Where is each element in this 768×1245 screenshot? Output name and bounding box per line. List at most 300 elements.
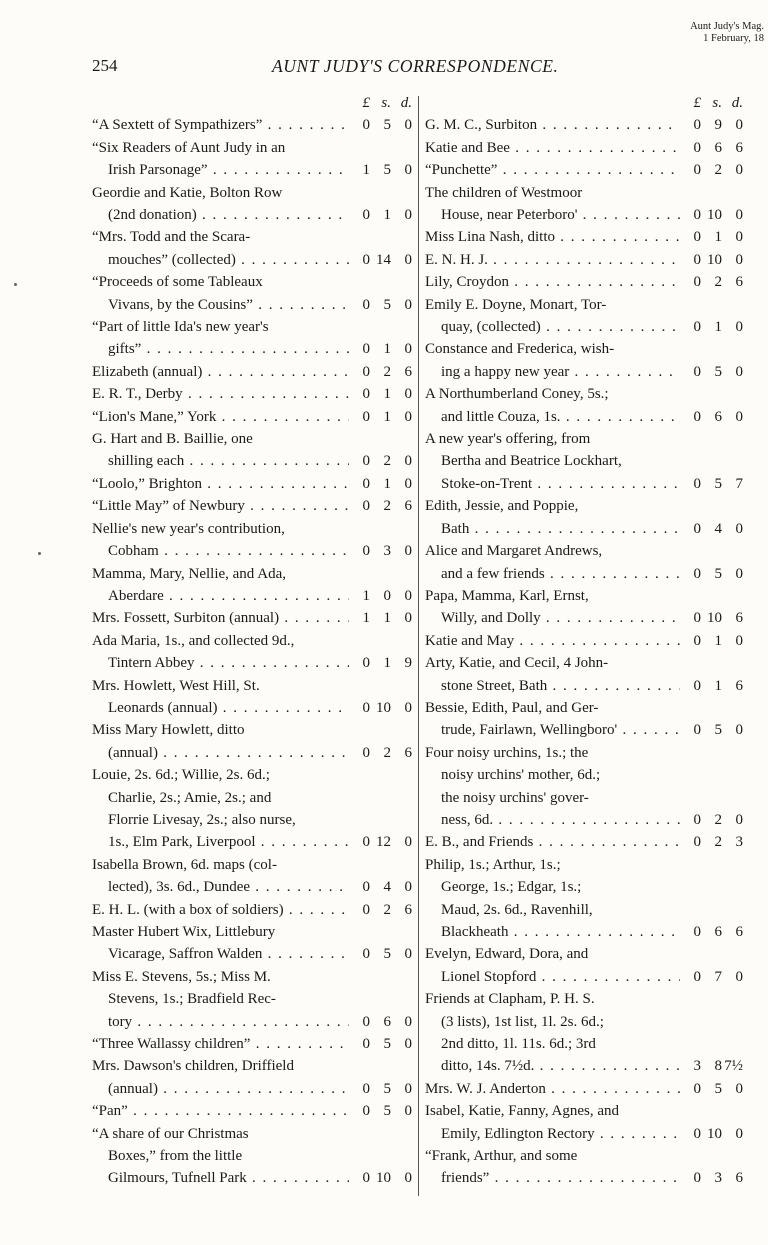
- amount-pence: 7½: [724, 1058, 743, 1075]
- amount-pence: 0: [735, 1125, 743, 1142]
- subscription-entry: [92, 473, 412, 495]
- entry-line: Irish Parsonage” . . .: [92, 159, 349, 181]
- amount-shillings: 2: [383, 363, 391, 380]
- amount-pounds: 0: [693, 1170, 701, 1187]
- subscription-entry: [92, 921, 412, 966]
- amount-pounds: 0: [693, 632, 701, 649]
- entry-amount: [680, 1167, 743, 1189]
- amount-pence: 0: [735, 632, 743, 649]
- entry-line: G. Hart and B. Baillie, one: [92, 431, 253, 448]
- amount-shillings: 2: [383, 744, 391, 761]
- pence-header: d.: [400, 95, 412, 111]
- entry-name: [92, 764, 349, 854]
- entry-name: [92, 719, 349, 764]
- entry-line: the noisy urchins' gover-: [441, 789, 589, 806]
- entry-amount: [680, 1123, 743, 1145]
- entry-line: tory . . .: [92, 1011, 349, 1033]
- amount-shillings: 5: [383, 296, 391, 313]
- running-head: [654, 21, 764, 45]
- entry-line: Bessie, Edith, Paul, and Ger-: [425, 699, 599, 716]
- entry-name: [92, 316, 349, 361]
- subscription-entry: [425, 652, 743, 697]
- entry-name: [92, 607, 349, 629]
- amount-pence: 6: [735, 139, 743, 156]
- entry-line: (3 lists), 1st list, 1l. 2s. 6d.;: [441, 1013, 604, 1030]
- entry-amount: [349, 742, 412, 764]
- entry-name: [92, 630, 349, 675]
- amount-pence: 0: [735, 722, 743, 739]
- entry-name: [92, 518, 349, 563]
- entry-line: Miss E. Stevens, 5s.; Miss M.: [92, 968, 271, 985]
- entry-line: gifts” . . .: [92, 338, 349, 360]
- entry-line: “Part of little Ida's new year's: [92, 319, 269, 336]
- entry-line: Mrs. Fossett, Surbiton (annual) . . .: [92, 607, 349, 629]
- amount-shillings: 5: [383, 1036, 391, 1053]
- running-head-magazine: Aunt Judy's Mag.: [690, 21, 764, 32]
- amount-pounds: 0: [362, 386, 370, 403]
- amount-shillings: 4: [714, 520, 722, 537]
- amount-pence: 6: [404, 498, 412, 515]
- entry-line: Edith, Jessie, and Poppie,: [425, 498, 579, 515]
- amount-pence: 6: [404, 744, 412, 761]
- entry-amount: [349, 406, 412, 428]
- subscription-entry: [425, 742, 743, 832]
- entry-line: “Six Readers of Aunt Judy in an: [92, 139, 286, 156]
- entry-line: George, 1s.; Edgar, 1s.;: [441, 879, 582, 896]
- entry-line: noisy urchins' mother, 6d.;: [441, 767, 601, 784]
- entry-amount: [680, 226, 743, 248]
- amount-pence: 0: [404, 341, 412, 358]
- entry-name: [425, 159, 680, 181]
- amount-shillings: 5: [714, 1080, 722, 1097]
- amount-pence: 0: [404, 117, 412, 134]
- entry-line: stone Street, Bath . . .: [425, 675, 680, 697]
- amount-pounds: 0: [693, 207, 701, 224]
- amount-pence: 0: [404, 1080, 412, 1097]
- entry-line: Miss Mary Howlett, ditto: [92, 722, 245, 739]
- entry-amount: [680, 137, 743, 159]
- subscription-entry: [425, 495, 743, 540]
- amount-pounds: 0: [362, 1080, 370, 1097]
- entry-line: The children of Westmoor: [425, 184, 583, 201]
- entry-name: [425, 540, 680, 585]
- amount-pounds: 0: [362, 1013, 370, 1030]
- entry-line: E. R. T., Derby . . .: [92, 383, 349, 405]
- amount-pence: 0: [404, 1036, 412, 1053]
- amount-shillings: 10: [707, 251, 722, 268]
- subscription-entry: [425, 943, 743, 988]
- subscription-entry: [92, 361, 412, 383]
- amount-pounds: 1: [362, 587, 370, 604]
- amount-pounds: 0: [693, 117, 701, 134]
- entry-line: Isabella Brown, 6d. maps (col-: [92, 856, 277, 873]
- entry-line: “Mrs. Todd and the Scara-: [92, 229, 251, 246]
- entry-amount: [680, 966, 743, 988]
- entry-line: “Pan” . . .: [92, 1100, 349, 1122]
- amount-pence: 7: [735, 475, 743, 492]
- entry-line: Vicarage, Saffron Walden . . .: [92, 943, 349, 965]
- amount-shillings: 4: [383, 879, 391, 896]
- entry-line: Boxes,” from the little: [108, 1148, 243, 1165]
- entry-name: [425, 428, 680, 495]
- subscription-entry: [92, 316, 412, 361]
- amount-pence: 0: [404, 879, 412, 896]
- subscription-entry: [92, 406, 412, 428]
- entry-amount: [680, 249, 743, 271]
- amount-shillings: 2: [383, 498, 391, 515]
- entry-amount: [349, 831, 412, 853]
- amount-shillings: 5: [383, 1103, 391, 1120]
- entry-name: [425, 652, 680, 697]
- amount-pounds: 0: [362, 251, 370, 268]
- amount-pence: 0: [404, 296, 412, 313]
- entry-line: ditto, 14s. 7½d. . . .: [425, 1055, 680, 1077]
- amount-pounds: 0: [693, 811, 701, 828]
- right-column: [425, 92, 743, 1190]
- amount-pounds: 0: [362, 655, 370, 672]
- amount-pence: 9: [404, 655, 412, 672]
- amount-shillings: 3: [383, 543, 391, 560]
- entry-amount: [349, 899, 412, 921]
- amount-pence: 0: [404, 587, 412, 604]
- entry-line: Blackheath . . .: [425, 921, 680, 943]
- entry-line: Constance and Frederica, wish-: [425, 341, 615, 358]
- left-column: [92, 92, 412, 1190]
- amount-pounds: 0: [362, 744, 370, 761]
- amount-shillings: 14: [376, 251, 391, 268]
- amount-pence: 0: [735, 1080, 743, 1097]
- entry-line: mouches” (collected) . . .: [92, 249, 349, 271]
- subscription-entry: [425, 540, 743, 585]
- entry-line: Katie and May . . .: [425, 630, 680, 652]
- amount-shillings: 0: [383, 587, 391, 604]
- entry-name: [92, 854, 349, 899]
- entry-line: Gilmours, Tufnell Park . . .: [92, 1167, 349, 1189]
- entry-line: Maud, 2s. 6d., Ravenhill,: [441, 901, 593, 918]
- amount-shillings: 6: [714, 924, 722, 941]
- entry-line: Katie and Bee . . .: [425, 137, 680, 159]
- entry-amount: [680, 1078, 743, 1100]
- amount-pounds: 0: [693, 520, 701, 537]
- entry-amount: [349, 294, 412, 316]
- entry-name: [92, 406, 349, 428]
- amount-pounds: 0: [693, 722, 701, 739]
- amount-shillings: 2: [714, 274, 722, 291]
- subscription-entry: [92, 675, 412, 720]
- entry-line: House, near Peterboro' . . .: [425, 204, 680, 226]
- entry-line: friends” . . .: [425, 1167, 680, 1189]
- entry-amount: [349, 540, 412, 562]
- entry-line: Ada Maria, 1s., and collected 9d.,: [92, 632, 295, 649]
- entry-line: Cobham . . .: [92, 540, 349, 562]
- amount-shillings: 2: [714, 811, 722, 828]
- amount-shillings: 3: [714, 1170, 722, 1187]
- subscription-entry: [425, 854, 743, 944]
- amount-pounds: 0: [362, 1170, 370, 1187]
- left-entries: [92, 114, 412, 1190]
- amount-pence: 6: [735, 610, 743, 627]
- amount-pence: 6: [404, 363, 412, 380]
- entry-line: Papa, Mamma, Karl, Ernst,: [425, 587, 589, 604]
- entry-name: [92, 1033, 349, 1055]
- entry-line: Emily, Edlington Rectory . . .: [425, 1123, 680, 1145]
- entry-amount: [349, 1167, 412, 1189]
- entry-line: quay, (collected) . . .: [425, 316, 680, 338]
- amount-shillings: 5: [383, 1080, 391, 1097]
- subscription-entry: [425, 831, 743, 853]
- subscription-entry: [92, 1123, 412, 1190]
- entry-name: [425, 137, 680, 159]
- entry-name: [92, 1055, 349, 1100]
- amount-pence: 6: [735, 1170, 743, 1187]
- entry-amount: [680, 204, 743, 226]
- subscription-entry: [425, 1078, 743, 1100]
- amount-pounds: 0: [693, 565, 701, 582]
- entry-line: G. M. C., Surbiton . . .: [425, 114, 680, 136]
- entry-line: Lily, Croydon . . .: [425, 271, 680, 293]
- stray-mark: [38, 552, 41, 555]
- amount-shillings: 6: [714, 139, 722, 156]
- entry-line: Tintern Abbey . . .: [92, 652, 349, 674]
- subscription-entry: [425, 338, 743, 383]
- amount-pence: 0: [404, 453, 412, 470]
- subscription-entry: [425, 630, 743, 652]
- entry-amount: [680, 675, 743, 697]
- amount-pounds: 0: [362, 543, 370, 560]
- amount-shillings: 5: [383, 117, 391, 134]
- entry-name: [92, 563, 349, 608]
- entry-name: [425, 943, 680, 988]
- amount-pounds: 0: [362, 408, 370, 425]
- subscription-entry: [425, 159, 743, 181]
- entry-name: [92, 675, 349, 720]
- entry-line: Florrie Livesay, 2s.; also nurse,: [108, 811, 296, 828]
- subscription-entry: [92, 114, 412, 136]
- entry-line: Mrs. Dawson's children, Driffield: [92, 1058, 294, 1075]
- subscription-entry: [92, 854, 412, 899]
- entry-amount: [680, 159, 743, 181]
- entry-name: [92, 1100, 349, 1122]
- entry-amount: [680, 518, 743, 540]
- entry-line: Bertha and Beatrice Lockhart,: [441, 453, 622, 470]
- entry-line: Evelyn, Edward, Dora, and: [425, 946, 589, 963]
- subscription-entry: [92, 1055, 412, 1100]
- entry-line: (2nd donation) . . .: [92, 204, 349, 226]
- amount-shillings: 1: [383, 386, 391, 403]
- amount-pence: 0: [735, 229, 743, 246]
- pounds-header: £: [362, 95, 370, 111]
- amount-pence: 0: [735, 251, 743, 268]
- shillings-header: s.: [381, 95, 391, 111]
- amount-pence: 0: [404, 1013, 412, 1030]
- entry-line: Charlie, 2s.; Amie, 2s.; and: [108, 789, 272, 806]
- entry-line: Four noisy urchins, 1s.; the: [425, 744, 589, 761]
- amount-pence: 0: [735, 408, 743, 425]
- subscription-entry: [425, 182, 743, 227]
- amount-pounds: 0: [362, 901, 370, 918]
- amount-shillings: 1: [383, 408, 391, 425]
- right-entries: [425, 114, 743, 1190]
- entry-name: [92, 966, 349, 1033]
- entry-line: “Frank, Arthur, and some: [425, 1148, 578, 1165]
- amount-shillings: 10: [376, 1170, 391, 1187]
- entry-line: A Northumberland Coney, 5s.;: [425, 386, 609, 403]
- entry-name: [425, 338, 680, 383]
- amount-shillings: 12: [376, 834, 391, 851]
- amount-pounds: 0: [693, 408, 701, 425]
- entry-name: [425, 630, 680, 652]
- entry-line: E. N. H. J. . . .: [425, 249, 680, 271]
- amount-pence: 0: [735, 117, 743, 134]
- entry-line: Vivans, by the Cousins” . . .: [92, 294, 349, 316]
- entry-line: “Lion's Mane,” York . . .: [92, 406, 349, 428]
- subscription-entry: [92, 1100, 412, 1122]
- amount-shillings: 1: [714, 319, 722, 336]
- entry-line: “A Sextett of Sympathizers” . . .: [92, 114, 349, 136]
- entry-amount: [680, 563, 743, 585]
- shillings-header: s.: [712, 95, 722, 111]
- amount-shillings: 1: [383, 610, 391, 627]
- entry-amount: [349, 607, 412, 629]
- amount-pence: 0: [735, 319, 743, 336]
- entry-name: [425, 271, 680, 293]
- subscription-entry: [92, 563, 412, 608]
- entry-amount: [349, 697, 412, 719]
- amount-pence: 0: [404, 207, 412, 224]
- entry-name: [425, 294, 680, 339]
- amount-pence: 0: [404, 408, 412, 425]
- entry-line: Mrs. W. J. Anderton . . .: [425, 1078, 680, 1100]
- amount-pence: 0: [735, 363, 743, 380]
- amount-pence: 0: [735, 811, 743, 828]
- amount-shillings: 5: [714, 722, 722, 739]
- subscription-entry: [425, 271, 743, 293]
- amount-pounds: 0: [693, 924, 701, 941]
- entry-line: Alice and Margaret Andrews,: [425, 543, 603, 560]
- entry-amount: [680, 1055, 743, 1077]
- amount-shillings: 10: [707, 207, 722, 224]
- column-divider: [418, 96, 419, 1196]
- entry-name: [92, 182, 349, 227]
- entry-line: Aberdare . . .: [92, 585, 349, 607]
- subscription-entry: [92, 137, 412, 182]
- entry-line: Friends at Clapham, P. H. S.: [425, 991, 595, 1008]
- subscription-entry: [92, 764, 412, 854]
- entry-name: [425, 226, 680, 248]
- amount-shillings: 1: [383, 341, 391, 358]
- entry-amount: [680, 921, 743, 943]
- subscription-entry: [425, 1145, 743, 1190]
- entry-amount: [349, 450, 412, 472]
- amount-pence: 0: [404, 1103, 412, 1120]
- subscription-entry: [425, 988, 743, 1078]
- subscription-entry: [425, 249, 743, 271]
- amount-pounds: 1: [362, 610, 370, 627]
- amount-shillings: 6: [714, 408, 722, 425]
- subscription-entry: [425, 1100, 743, 1145]
- entry-name: [425, 1078, 680, 1100]
- subscription-entry: [92, 719, 412, 764]
- entry-amount: [680, 316, 743, 338]
- amount-shillings: 1: [714, 229, 722, 246]
- entry-amount: [349, 361, 412, 383]
- entry-line: and little Couza, 1s. . . .: [425, 406, 680, 428]
- subscription-entry: [425, 697, 743, 742]
- entry-name: [425, 1100, 680, 1145]
- subscription-entry: [92, 518, 412, 563]
- amount-pence: 6: [735, 677, 743, 694]
- entry-line: lected), 3s. 6d., Dundee . . .: [92, 876, 349, 898]
- amount-pence: 0: [404, 162, 412, 179]
- amount-shillings: 2: [714, 162, 722, 179]
- entry-line: “Little May” of Newbury . . .: [92, 495, 349, 517]
- entry-line: (annual) . . .: [92, 742, 349, 764]
- amount-shillings: 1: [383, 207, 391, 224]
- amount-pence: 6: [735, 924, 743, 941]
- amount-pence: 0: [404, 543, 412, 560]
- amount-pounds: 0: [693, 968, 701, 985]
- entry-amount: [349, 652, 412, 674]
- subscription-entry: [425, 383, 743, 428]
- amount-pounds: 0: [362, 207, 370, 224]
- amount-pounds: 1: [362, 162, 370, 179]
- amount-pence: 0: [404, 834, 412, 851]
- entry-amount: [680, 719, 743, 741]
- entry-name: [425, 854, 680, 944]
- amount-pounds: 0: [362, 296, 370, 313]
- amount-shillings: 10: [707, 610, 722, 627]
- amount-pounds: 0: [362, 475, 370, 492]
- entry-name: [92, 114, 349, 136]
- running-head-date: 1 February, 18: [703, 33, 764, 44]
- subscription-entry: [92, 966, 412, 1033]
- amount-pence: 0: [404, 946, 412, 963]
- entry-amount: [349, 1078, 412, 1100]
- amount-pounds: 0: [362, 1036, 370, 1053]
- entry-name: [425, 114, 680, 136]
- entry-name: [425, 1145, 680, 1190]
- entry-amount: [680, 473, 743, 495]
- entry-name: [425, 988, 680, 1078]
- amount-pence: 0: [404, 251, 412, 268]
- amount-pence: 0: [735, 162, 743, 179]
- amount-pence: 0: [735, 207, 743, 224]
- amount-shillings: 1: [714, 677, 722, 694]
- entry-amount: [349, 943, 412, 965]
- entry-name: [92, 899, 349, 921]
- amount-pence: 0: [404, 610, 412, 627]
- entry-line: Philip, 1s.; Arthur, 1s.;: [425, 856, 561, 873]
- entry-line: “Three Wallassy children” . . .: [92, 1033, 349, 1055]
- entry-name: [425, 182, 680, 227]
- amount-shillings: 1: [383, 655, 391, 672]
- amount-shillings: 2: [383, 901, 391, 918]
- entry-name: [92, 137, 349, 182]
- amount-pence: 0: [404, 699, 412, 716]
- amount-pounds: 0: [362, 946, 370, 963]
- amount-pounds: 0: [362, 117, 370, 134]
- amount-pounds: 0: [693, 251, 701, 268]
- entry-name: [92, 361, 349, 383]
- amount-pounds: 0: [362, 1103, 370, 1120]
- entry-line: “Proceeds of some Tableaux: [92, 274, 263, 291]
- entry-name: [92, 1123, 349, 1190]
- amount-shillings: 5: [383, 162, 391, 179]
- pounds-header: £: [693, 95, 701, 111]
- entry-line: Arty, Katie, and Cecil, 4 John-: [425, 655, 609, 672]
- entry-line: Nellie's new year's contribution,: [92, 520, 285, 537]
- amount-pounds: 0: [693, 610, 701, 627]
